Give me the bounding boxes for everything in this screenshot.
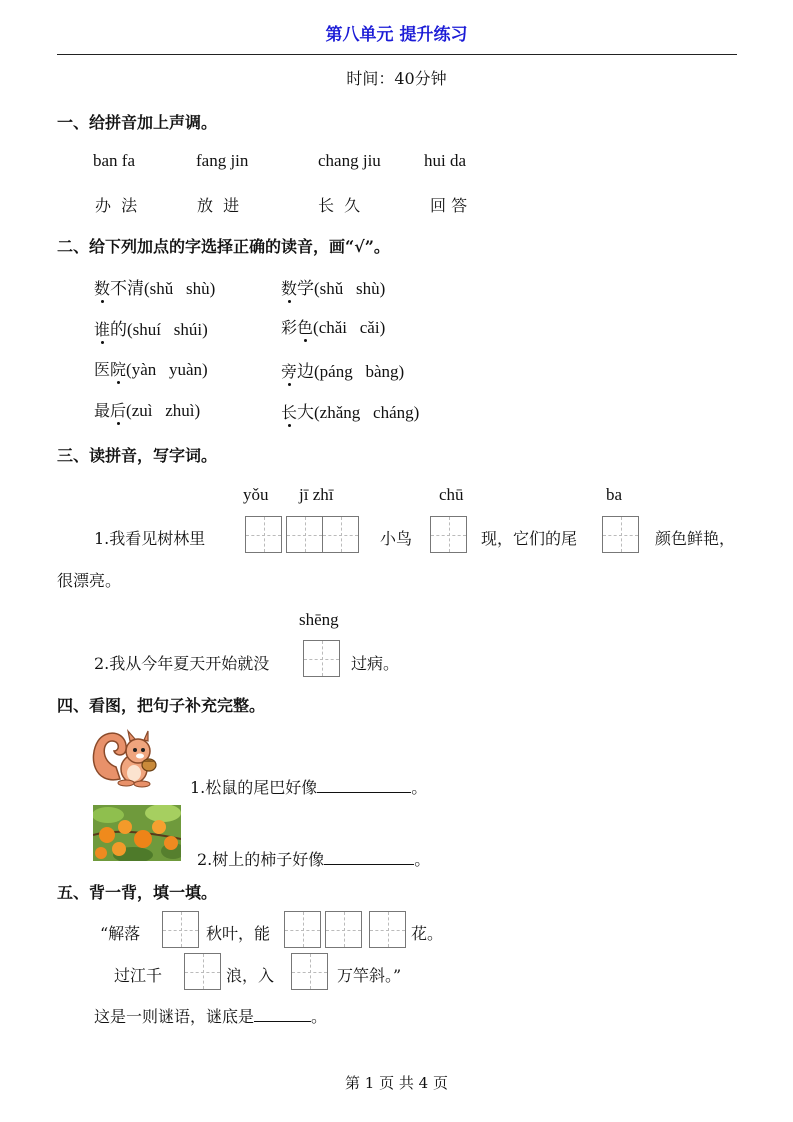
persimmon-tree-image: [93, 805, 181, 861]
section-1-title: 一、给拼音加上声调。: [57, 113, 218, 132]
sentence-text: 小鸟: [380, 529, 413, 548]
section-2-title: 二、给下列加点的字选择正确的读音，画“√”。: [57, 237, 390, 256]
reading-choice-item[interactable]: 彩色(chǎi cǎi): [281, 318, 386, 337]
write-box[interactable]: [369, 911, 406, 948]
sentence-text: 1.松鼠的尾巴好像 。: [190, 778, 428, 797]
reading-choice-item[interactable]: 数不清(shǔ shù): [94, 279, 216, 298]
pinyin-item: ban fa: [93, 151, 136, 170]
sentence-text: 现，它们的尾: [481, 529, 578, 548]
write-box[interactable]: [245, 516, 282, 553]
dotted-char: 数: [94, 279, 111, 298]
dotted-char: 旁: [281, 362, 298, 381]
reading-choice-item[interactable]: 长大(zhǎng cháng): [281, 403, 420, 422]
hanzi-item: 回 答: [430, 196, 468, 215]
page-number: 第 1 页 共 4 页: [345, 1074, 448, 1092]
dotted-char: 院: [110, 360, 127, 379]
poem-text: 万竿斜。”: [337, 966, 402, 985]
time-limit: 时间：40分钟: [346, 69, 447, 88]
poem-text: 过江千: [114, 966, 163, 985]
reading-choice-item[interactable]: 最后(zuì zhuì): [94, 401, 201, 420]
poem-text: 花。: [411, 924, 444, 943]
dotted-char: 数: [281, 279, 298, 298]
sentence-text: 很漂亮。: [57, 571, 122, 590]
reading-choice-item[interactable]: 数学(shǔ shù): [281, 279, 386, 298]
answer-blank[interactable]: [324, 850, 414, 865]
pinyin-item: fang jin: [196, 151, 249, 170]
write-box[interactable]: [303, 640, 340, 677]
squirrel-image: [90, 727, 162, 789]
dotted-char: 后: [110, 401, 127, 420]
reading-choice-item[interactable]: 旁边(páng bàng): [281, 362, 405, 381]
page-title: 第八单元 提升练习: [325, 25, 468, 45]
sentence-text: 2.我从今年夏天开始就没: [94, 654, 270, 673]
write-box[interactable]: [602, 516, 639, 553]
hanzi-item: 长 久: [318, 196, 361, 215]
write-box[interactable]: [322, 516, 359, 553]
sentence-text: 颜色鲜艳，: [655, 529, 736, 548]
write-box[interactable]: [184, 953, 221, 990]
hanzi-item: 放 进: [197, 196, 240, 215]
answer-blank[interactable]: [254, 1007, 311, 1022]
dotted-char: 色: [297, 318, 314, 337]
pinyin-prompt: ba: [606, 485, 623, 504]
poem-text: 秋叶，能: [206, 924, 271, 943]
reading-choice-item[interactable]: 医院(yàn yuàn): [94, 360, 208, 379]
riddle-text: 这是一则谜语，谜底是 。: [94, 1007, 328, 1026]
write-box[interactable]: [162, 911, 199, 948]
pinyin-item: chang jiu: [318, 151, 381, 170]
write-box[interactable]: [284, 911, 321, 948]
reading-choice-item[interactable]: 谁的(shuí shúi): [94, 320, 208, 339]
sentence-text: 过病。: [351, 654, 400, 673]
answer-blank[interactable]: [317, 778, 411, 793]
write-box[interactable]: [430, 516, 467, 553]
sentence-text: 1.我看见树林里: [94, 529, 206, 548]
pinyin-prompt: chū: [439, 485, 464, 504]
write-box[interactable]: [325, 911, 362, 948]
hanzi-item: 办 法: [95, 196, 138, 215]
poem-text: “解落: [100, 924, 141, 943]
poem-text: 浪，入: [226, 966, 275, 985]
dotted-char: 谁: [94, 320, 111, 339]
dotted-char: 长: [281, 403, 298, 422]
section-3-title: 三、读拼音，写字词。: [57, 446, 218, 465]
pinyin-prompt: jī zhī: [299, 485, 334, 504]
pinyin-item: hui da: [424, 151, 467, 170]
header-divider: [57, 54, 737, 55]
write-box[interactable]: [291, 953, 328, 990]
section-4-title: 四、看图，把句子补充完整。: [57, 696, 266, 715]
sentence-text: 2.树上的柿子好像 。: [197, 850, 431, 869]
pinyin-prompt: yǒu: [243, 485, 269, 504]
pinyin-prompt: shēng: [299, 610, 339, 629]
section-5-title: 五、背一背，填一填。: [57, 883, 218, 902]
write-box[interactable]: [286, 516, 323, 553]
